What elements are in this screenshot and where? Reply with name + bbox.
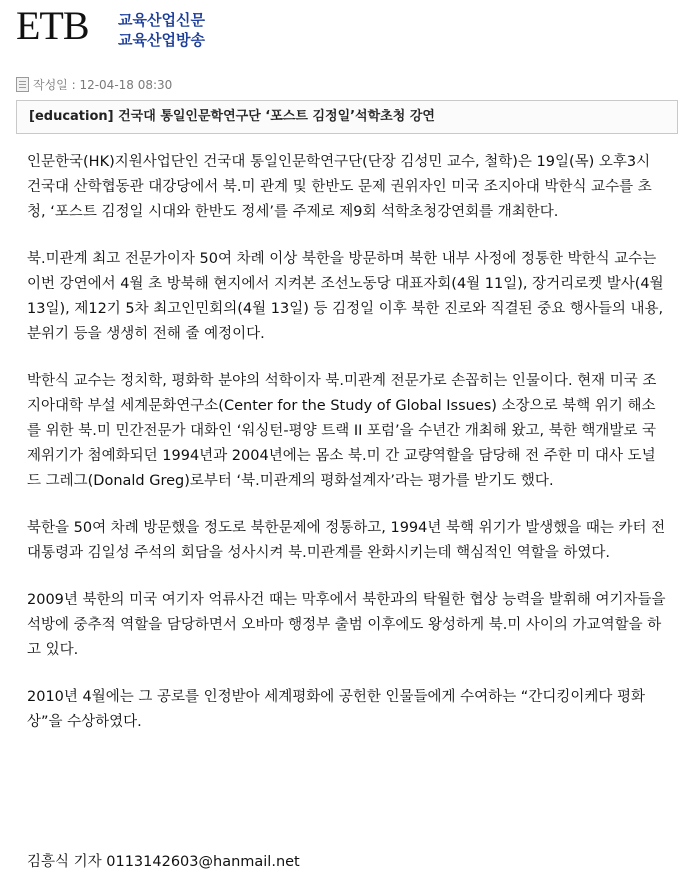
paragraph: 북.미관계 최고 전문가이자 50여 차례 이상 북한을 방문하며 북한 내부 사정에 정통한 박한식 교수는 이번 강연에서 4월 초 방북해 현지에서 지켜본 조선노동당 대표자회(4월 11일), 장거리로켓 발사(4월 13일), 제12기 5차 최고인민회의(4월 13일) 등 김정일 이후 북한 진로와 직결된 중요 행사들의 내용, 분위기 등을 생생히 전해 줄 예정이다. [27,251,664,342]
site-header [0,0,692,60]
post-date-row [16,76,172,93]
brand-names [118,10,205,50]
article-title: [education] 건국대 통일인문학연구단 ‘포스트 김정일’석학초청 강연 [16,100,678,134]
paragraph: 북한을 50여 차례 방문했을 정도로 북한문제에 정통하고, 1994년 북핵 위기가 발생했을 때는 카터 전 대통령과 김일성 주석의 회담을 성사시켜 북.미관계를 완화시키는데 핵심적인 역할을 하였다. [27,520,666,561]
site-logo[interactable]: ETB [16,3,89,48]
paragraph: 인문한국(HK)지원사업단인 건국대 통일인문학연구단(단장 김성민 교수, 철학)은 19일(목) 오후3시 건국대 산학협동관 대강당에서 북.미 관계 및 한반도 문제 권위자인 미국 조지아대 박한식 교수를 초청, ‘포스트 김정일 시대와 한반도 정세’를 주제로 제9회 석학초청강연회를 개최한다. [27,154,652,220]
paragraph: 박한식 교수는 정치학, 평화학 분야의 석학이자 북.미관계 전문가로 손꼽히는 인물이다. 현재 미국 조지아대학 부설 세계문화연구소(Center for the Study of Global Issues) 소장으로 북핵 위기 해소를 위한 북.미 민간전문가 대화인 ‘워싱턴-평양 트랙 II 포럼’을 수년간 개최해 왔고, 북한 핵개발로 국제위기가 첨예화되던 1994년과 2004년에는 몸소 북.미 간 교량역할을 담당해 전 주한 미 대사 도널드 그레그(Donald Greg)로부터 ‘북.미관계의 평화설계자’라는 평가를 받기도 했다. [27,373,657,489]
paragraph: 2010년 4월에는 그 공로를 인정받아 세계평화에 공헌한 인물들에게 수여하는 “간디킹이케다 평화상”을 수상하였다. [27,689,645,730]
paragraph: 2009년 북한의 미국 여기자 억류사건 때는 막후에서 북한과의 탁월한 협상 능력을 발휘해 여기자들을 석방에 중추적 역할을 담당하면서 오바마 행정부 출범 이후에도 왕성하게 북.미 사이의 가교역할을 하고 있다. [27,592,666,658]
document-icon [16,77,29,92]
article-body [27,150,667,757]
brand-newspaper: 교육산업신문 [118,11,205,29]
brand-broadcast: 교육산업방송 [118,31,205,49]
author-byline[interactable]: 김흥식 기자 0113142603@hanmail.net [27,854,300,870]
post-date: 작성일 : 12-04-18 08:30 [33,78,173,92]
